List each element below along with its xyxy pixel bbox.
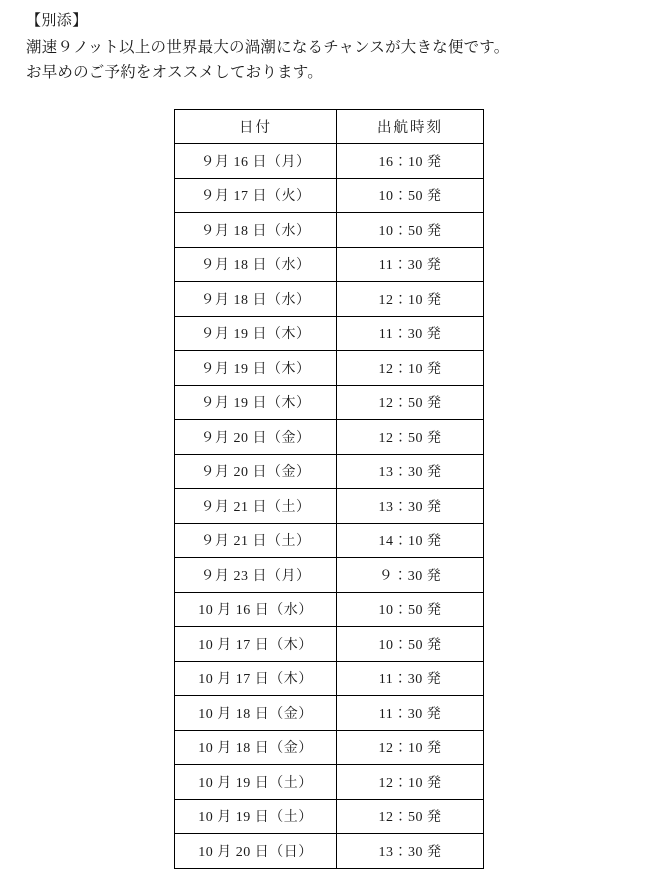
table-row xyxy=(175,316,484,351)
intro-paragraph xyxy=(26,35,646,85)
cell-date xyxy=(175,730,337,765)
column-header-date-label: 日付 xyxy=(239,119,272,136)
cell-date xyxy=(175,178,337,213)
column-header-time-label: 出航時刻 xyxy=(377,119,443,136)
document-heading: 【別添】 xyxy=(26,13,88,29)
cell-date-text: ９月 18 日（水） xyxy=(200,292,311,308)
cell-date xyxy=(175,316,337,351)
cell-date-text: ９月 19 日（木） xyxy=(200,396,311,412)
cell-date-text: ９月 17 日（火） xyxy=(200,189,311,205)
cell-date xyxy=(175,247,337,282)
column-header-time xyxy=(337,109,484,144)
cell-time xyxy=(337,696,484,731)
cell-date xyxy=(175,213,337,248)
cell-time-text: 11：30 発 xyxy=(378,258,442,274)
cell-time-text: 13：30 発 xyxy=(378,499,442,515)
cell-date-text: 10 月 19 日（土） xyxy=(198,810,313,826)
cell-time xyxy=(337,730,484,765)
cell-time-text: 12：10 発 xyxy=(378,292,442,308)
cell-date-text: 10 月 17 日（木） xyxy=(198,637,313,653)
cell-date-text: ９月 18 日（水） xyxy=(200,223,311,239)
cell-time xyxy=(337,282,484,317)
table-body xyxy=(175,144,484,869)
cell-time xyxy=(337,316,484,351)
cell-date xyxy=(175,661,337,696)
cell-time xyxy=(337,420,484,455)
cell-time xyxy=(337,454,484,489)
cell-time-text: 13：30 発 xyxy=(378,844,442,860)
table-row xyxy=(175,144,484,179)
column-header-date xyxy=(175,109,337,144)
cell-time-text: 14：10 発 xyxy=(378,534,442,550)
cell-date xyxy=(175,834,337,869)
intro-line-2: お早めのご予約をオススメしております。 xyxy=(26,63,323,81)
cell-time xyxy=(337,592,484,627)
cell-time-text: 10：50 発 xyxy=(378,189,442,205)
table-row xyxy=(175,799,484,834)
table-row xyxy=(175,420,484,455)
table-row xyxy=(175,765,484,800)
cell-date xyxy=(175,454,337,489)
table-row xyxy=(175,730,484,765)
intro-line-1: 潮速９ノット以上の世界最大の渦潮になるチャンスが大きな便です。 xyxy=(26,38,510,56)
table-row xyxy=(175,454,484,489)
cell-date-text: 10 月 16 日（水） xyxy=(198,603,313,619)
table-row xyxy=(175,213,484,248)
cell-date-text: 10 月 18 日（金） xyxy=(198,706,313,722)
cell-date-text: ９月 21 日（土） xyxy=(200,534,311,550)
table-row xyxy=(175,247,484,282)
cell-date xyxy=(175,696,337,731)
cell-time xyxy=(337,661,484,696)
cell-date xyxy=(175,765,337,800)
cell-time-text: 11：30 発 xyxy=(378,706,442,722)
cell-time-text: 11：30 発 xyxy=(378,327,442,343)
cell-time-text: ９：30 発 xyxy=(378,568,442,584)
cell-time-text: 12：10 発 xyxy=(378,361,442,377)
cell-time xyxy=(337,834,484,869)
cell-date xyxy=(175,558,337,593)
table-header xyxy=(175,109,484,144)
cell-time-text: 13：30 発 xyxy=(378,465,442,481)
cell-time xyxy=(337,178,484,213)
cell-time xyxy=(337,144,484,179)
cell-time xyxy=(337,213,484,248)
cell-date-text: 10 月 20 日（日） xyxy=(198,844,313,860)
table-row xyxy=(175,627,484,662)
table-row xyxy=(175,696,484,731)
table-row xyxy=(175,592,484,627)
cell-date xyxy=(175,627,337,662)
schedule-table-container xyxy=(26,109,646,869)
cell-date-text: ９月 20 日（金） xyxy=(200,465,311,481)
cell-date xyxy=(175,385,337,420)
table-row xyxy=(175,385,484,420)
table-row xyxy=(175,661,484,696)
table-row xyxy=(175,351,484,386)
cell-date-text: ９月 21 日（土） xyxy=(200,499,311,515)
cell-date-text: ９月 16 日（月） xyxy=(200,154,311,170)
cell-time-text: 10：50 発 xyxy=(378,637,442,653)
cell-date xyxy=(175,282,337,317)
schedule-table xyxy=(174,109,484,869)
cell-time-text: 10：50 発 xyxy=(378,223,442,239)
cell-time-text: 16：10 発 xyxy=(378,154,442,170)
cell-date-text: ９月 20 日（金） xyxy=(200,430,311,446)
cell-time-text: 12：10 発 xyxy=(378,775,442,791)
cell-date xyxy=(175,523,337,558)
cell-date xyxy=(175,351,337,386)
table-header-row xyxy=(175,109,484,144)
cell-time-text: 10：50 発 xyxy=(378,603,442,619)
cell-time xyxy=(337,351,484,386)
table-row xyxy=(175,834,484,869)
cell-date xyxy=(175,799,337,834)
cell-time xyxy=(337,385,484,420)
cell-time xyxy=(337,489,484,524)
cell-time xyxy=(337,765,484,800)
cell-time-text: 12：50 発 xyxy=(378,396,442,412)
cell-time xyxy=(337,247,484,282)
table-row xyxy=(175,282,484,317)
cell-date-text: ９月 18 日（水） xyxy=(200,258,311,274)
cell-date-text: ９月 23 日（月） xyxy=(200,568,311,584)
cell-time-text: 12：50 発 xyxy=(378,430,442,446)
cell-time xyxy=(337,627,484,662)
cell-time xyxy=(337,558,484,593)
cell-date xyxy=(175,592,337,627)
table-row xyxy=(175,523,484,558)
cell-time xyxy=(337,799,484,834)
cell-time-text: 12：50 発 xyxy=(378,810,442,826)
table-row xyxy=(175,489,484,524)
cell-date-text: 10 月 17 日（木） xyxy=(198,672,313,688)
cell-time xyxy=(337,523,484,558)
cell-date xyxy=(175,144,337,179)
table-row xyxy=(175,178,484,213)
cell-date-text: 10 月 18 日（金） xyxy=(198,741,313,757)
cell-date-text: ９月 19 日（木） xyxy=(200,361,311,377)
cell-time-text: 11：30 発 xyxy=(378,672,442,688)
cell-date-text: ９月 19 日（木） xyxy=(200,327,311,343)
cell-date xyxy=(175,489,337,524)
cell-time-text: 12：10 発 xyxy=(378,741,442,757)
table-row xyxy=(175,558,484,593)
cell-date-text: 10 月 19 日（土） xyxy=(198,775,313,791)
cell-date xyxy=(175,420,337,455)
